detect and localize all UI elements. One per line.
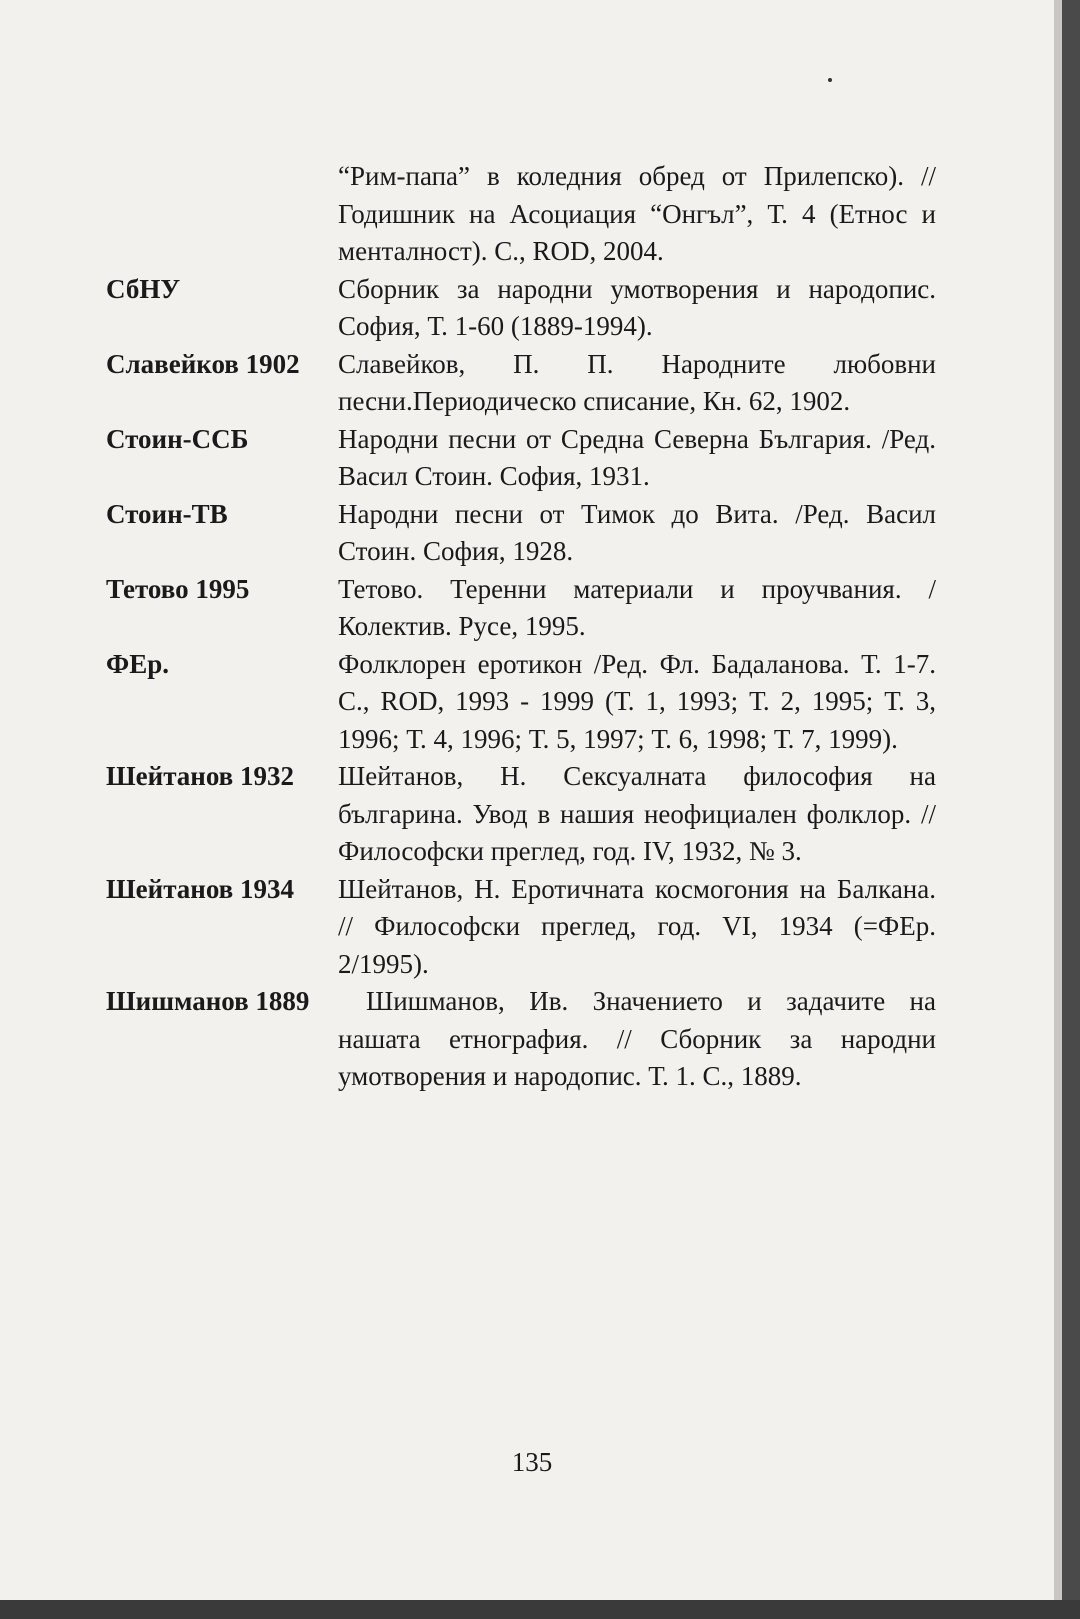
entry-abbreviation: Шейтанов 1934 xyxy=(106,873,294,904)
entry-text: Фолклорен еротикон /Ред. Фл. Бадаланова. Т. 1-7. С., ROD, 1993 - 1999 (Т. 1, 1993; Т. 2, 1995; Т. 3, 1996; Т. 4, 1996; Т. 5, 1997; Т. 6, 1998; Т. 7, 1999). xyxy=(338,648,936,754)
entry-abbreviation: ФЕр. xyxy=(106,648,169,679)
entry-abbreviation: Шейтанов 1932 xyxy=(106,761,294,791)
bibliography-entry xyxy=(106,646,936,759)
entry-text: Славейков, П. П. Народните любовни песни.Периодическо списание, Кн. 62, 1902. xyxy=(338,348,936,416)
entry-text: Шейтанов, Н. Еротичната космогония на Балкана. // Философски преглед, год. VI, 1934 (=ФЕр. 2/1995). xyxy=(338,873,936,979)
bibliography-entry xyxy=(106,571,936,646)
bibliography-entry xyxy=(106,871,936,984)
entry-text: Шейтанов, Н. Сексуалната философия на българина. Увод в нашия неофициален фолклор. // Философски преглед, год. IV, 1932, № 3. xyxy=(338,761,936,866)
entry-abbreviation: Шишманов 1889 xyxy=(106,986,310,1016)
entry-text: Народни песни от Средна Северна България. /Ред. Васил Стоин. София, 1931. xyxy=(338,423,936,491)
entry-abbreviation: Славейков 1902 xyxy=(106,348,300,379)
bibliography-entry xyxy=(106,758,936,871)
entry-text: Сборник за народни умотворения и народопис. София, Т. 1-60 (1889-1994). xyxy=(338,273,936,341)
scan-edge xyxy=(0,1600,1080,1619)
bibliography-entry xyxy=(106,271,936,346)
entry-text: Народни песни от Тимок до Вита. /Ред. Васил Стоин. София, 1928. xyxy=(338,498,936,566)
entry-abbreviation: Тетово 1995 xyxy=(106,573,250,604)
bibliography-entry xyxy=(106,496,936,571)
entry-text: Шишманов, Ив. Значението и задачите на нашата етнография. // Сборник за народни умотворения и народопис. Т. 1. С., 1889. xyxy=(338,986,936,1091)
entry-abbreviation: Стоин-ССБ xyxy=(106,423,249,454)
bibliography-list xyxy=(106,158,936,1096)
entry-text: “Рим-папа” в коледния обред от Прилепско). // Годишник на Асоциация “Онгъл”, Т. 4 (Етнос и менталност). С., ROD, 2004. xyxy=(338,161,936,266)
page-number: 135 xyxy=(511,1447,553,1477)
bibliography-entry xyxy=(106,983,936,1096)
entry-text: Тетово. Теренни материали и проучвания. /Колектив. Русе, 1995. xyxy=(338,573,936,641)
bibliography-entry xyxy=(106,158,936,271)
entry-abbreviation: Стоин-ТВ xyxy=(106,498,228,529)
speck-mark xyxy=(828,78,832,82)
bibliography-entry xyxy=(106,421,936,496)
entry-abbreviation: СбНУ xyxy=(106,273,181,304)
bibliography-entry xyxy=(106,346,936,421)
